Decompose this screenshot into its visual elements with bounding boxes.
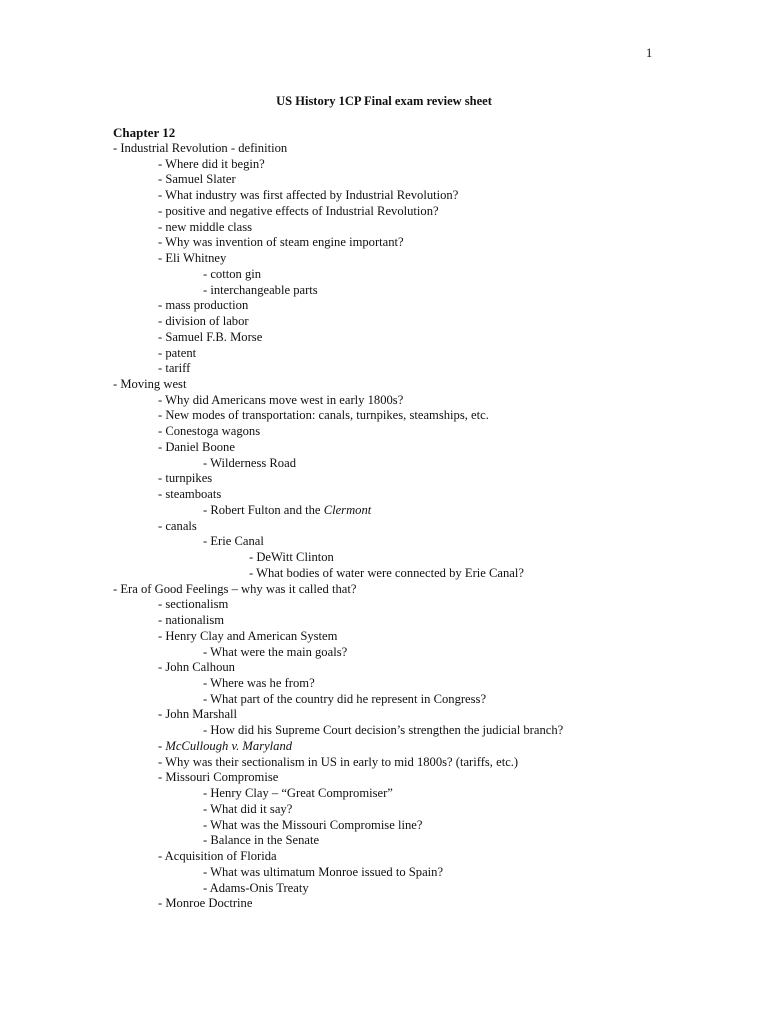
outline-item — [0, 833, 768, 849]
outline-item — [0, 346, 768, 362]
outline-item-text: - Wilderness Road — [203, 455, 296, 470]
outline-item — [0, 519, 768, 535]
outline-item-text: - Industrial Revolution - definition — [113, 141, 288, 155]
outline-item — [0, 802, 768, 818]
outline-item — [0, 487, 768, 503]
outline-item — [0, 597, 768, 613]
outline-item — [0, 251, 768, 267]
outline-item — [0, 283, 768, 299]
outline-item — [0, 786, 768, 802]
outline-item — [0, 770, 768, 786]
outline-item-text: - turnpikes — [158, 471, 213, 486]
outline-item-text: - Eli Whitney — [158, 251, 227, 266]
outline-item-text: - John Calhoun — [158, 660, 235, 675]
page-title: US History 1CP Final exam review sheet — [276, 94, 492, 108]
outline-item-text: - What was ultimatum Monroe issued to Spain? — [203, 864, 444, 879]
outline-item — [0, 298, 768, 314]
outline-item — [0, 456, 768, 472]
outline-item — [0, 220, 768, 236]
outline-item-text: - — [158, 738, 166, 753]
outline-item — [0, 755, 768, 771]
outline-item-text: - What were the main goals? — [203, 644, 348, 659]
outline-item-text: - Samuel F.B. Morse — [158, 329, 263, 344]
outline-item-text: - What was the Missouri Compromise line? — [203, 817, 423, 832]
outline-item-text: - Era of Good Feelings – why was it called that? — [113, 581, 357, 596]
outline-item-text: - Moving west — [113, 377, 187, 392]
outline-item-text: - Adams-Onis Treaty — [203, 880, 309, 895]
outline-item-text: - cotton gin — [203, 266, 262, 281]
outline-item — [0, 235, 768, 251]
outline-item — [0, 172, 768, 188]
outline-item-text: - What part of the country did he represent in Congress? — [203, 691, 487, 706]
outline-item-text: - Samuel Slater — [158, 172, 236, 187]
outline-item-text: - New modes of transportation: canals, turnpikes, steamships, etc. — [158, 408, 489, 423]
outline-item — [0, 267, 768, 283]
outline-item — [0, 471, 768, 487]
outline-item — [0, 157, 768, 173]
outline-item — [0, 330, 768, 346]
italic-title-text: Clermont — [323, 502, 372, 517]
outline-item-text: - Why was invention of steam engine important? — [158, 235, 404, 250]
outline-item-text: - What bodies of water were connected by Erie Canal? — [249, 565, 524, 580]
outline-item — [0, 204, 768, 220]
outline-item — [0, 440, 768, 456]
outline-item-text: - canals — [158, 518, 197, 533]
outline-item-text: - mass production — [158, 298, 249, 313]
outline-item-text: - What industry was first affected by Industrial Revolution? — [158, 188, 459, 203]
outline-item — [0, 377, 768, 393]
outline-item-text: - patent — [158, 345, 197, 360]
outline-item-text: - Henry Clay – “Great Compromiser” — [203, 786, 393, 801]
outline-item — [0, 818, 768, 834]
outline-item-text: - Where did it begin? — [158, 156, 265, 171]
outline-item-text: - Acquisition of Florida — [158, 849, 277, 864]
outline-item-text: - steamboats — [158, 487, 222, 502]
outline-item-text: - DeWitt Clinton — [249, 550, 334, 565]
outline-item — [0, 550, 768, 566]
outline-item-text: - Why did Americans move west in early 1800s? — [158, 392, 404, 407]
outline-item — [0, 849, 768, 865]
outline-item — [0, 408, 768, 424]
outline-item — [0, 141, 768, 157]
outline-item-text: - Monroe Doctrine — [158, 896, 253, 911]
outline-item-text: - How did his Supreme Court decision’s strengthen the judicial branch? — [203, 723, 564, 738]
outline-item-text: - sectionalism — [158, 597, 229, 612]
outline-item-text: - Conestoga wagons — [158, 424, 261, 439]
outline-item-text: - John Marshall — [158, 707, 238, 722]
outline-item — [0, 707, 768, 723]
outline-item — [0, 739, 768, 755]
chapter-heading: Chapter 12 — [113, 125, 176, 140]
outline-item-text: - Missouri Compromise — [158, 770, 279, 785]
outline-item — [0, 896, 768, 912]
outline-item-text: - Daniel Boone — [158, 439, 235, 454]
review-outline — [0, 141, 768, 912]
outline-item — [0, 582, 768, 598]
outline-item — [0, 393, 768, 409]
outline-item — [0, 629, 768, 645]
outline-item-text: - Why was their sectionalism in US in early to mid 1800s? (tariffs, etc.) — [158, 754, 519, 769]
outline-item — [0, 723, 768, 739]
outline-item-text: - new middle class — [158, 219, 253, 234]
outline-item-text: - interchangeable parts — [203, 282, 318, 297]
outline-item-text: - positive and negative effects of Industrial Revolution? — [158, 203, 439, 218]
outline-item-text: - Erie Canal — [203, 534, 264, 549]
outline-item-text: - What did it say? — [203, 801, 293, 816]
outline-item — [0, 314, 768, 330]
outline-item — [0, 424, 768, 440]
outline-item-text: - tariff — [158, 361, 191, 376]
outline-item — [0, 660, 768, 676]
outline-item — [0, 865, 768, 881]
outline-item-text: - Where was he from? — [203, 675, 315, 690]
outline-item-text: - nationalism — [158, 613, 225, 628]
outline-item-text: - Henry Clay and American System — [158, 628, 338, 643]
outline-item — [0, 692, 768, 708]
outline-item — [0, 188, 768, 204]
outline-item — [0, 361, 768, 377]
outline-item-text: - division of labor — [158, 314, 249, 329]
outline-item — [0, 503, 768, 519]
page-number: 1 — [646, 46, 653, 60]
outline-item — [0, 645, 768, 661]
outline-item — [0, 613, 768, 629]
outline-item-text: - Balance in the Senate — [203, 833, 320, 848]
outline-item-text: - Robert Fulton and the — [203, 502, 324, 517]
outline-item — [0, 676, 768, 692]
outline-item — [0, 534, 768, 550]
outline-item — [0, 566, 768, 582]
outline-item — [0, 881, 768, 897]
italic-title-text: McCullough v. Maryland — [165, 738, 293, 753]
